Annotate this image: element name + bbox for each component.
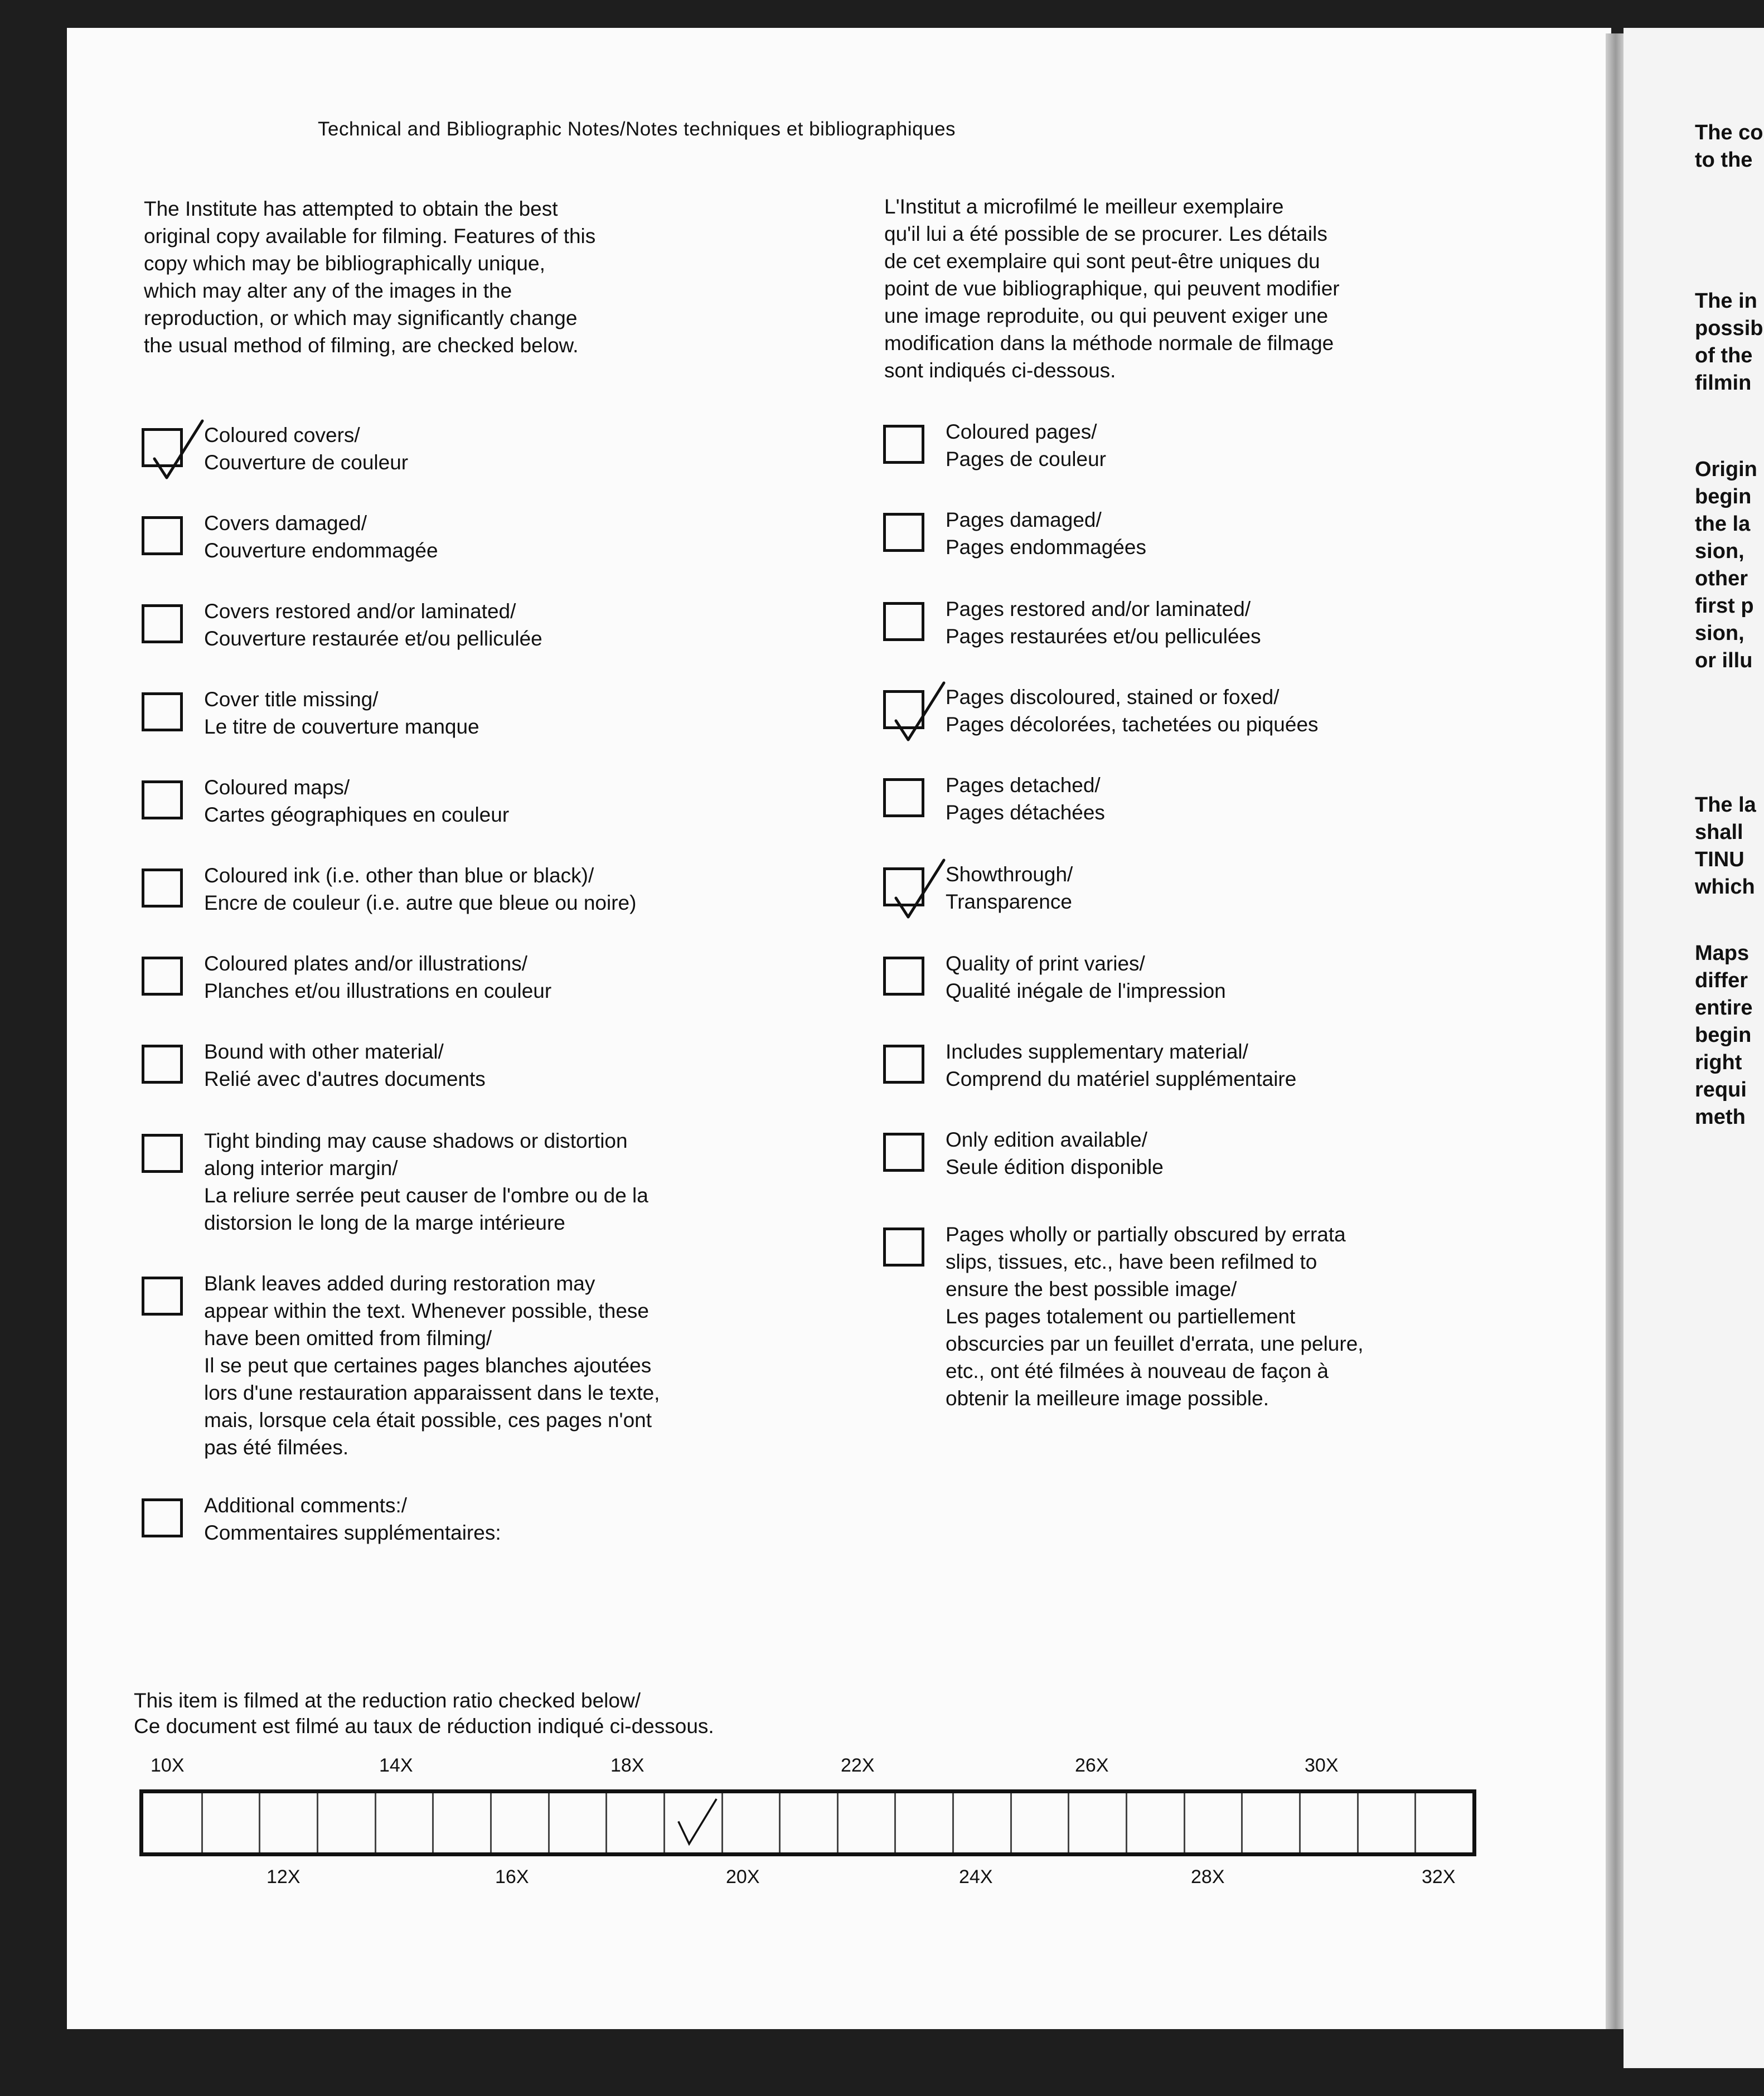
check-mark-icon — [142, 424, 203, 486]
adjacent-page-fragment: The co to the — [1695, 121, 1763, 172]
adjacent-page-fragment: Maps differ entire begin right requi meth — [1695, 942, 1753, 1129]
label-french: Cartes géographiques en couleur — [204, 803, 510, 826]
ratio-cell[interactable] — [432, 1793, 492, 1852]
label-english: Showthrough/ — [946, 863, 1073, 886]
label-french: Pages endommagées — [946, 536, 1146, 559]
checkbox[interactable] — [883, 778, 924, 817]
checkbox[interactable] — [883, 867, 924, 906]
ratio-cell[interactable] — [894, 1793, 954, 1852]
checkbox[interactable] — [883, 1227, 924, 1267]
check-mark-icon — [884, 686, 945, 748]
ratio-cell[interactable] — [837, 1793, 896, 1852]
checklist-label — [204, 862, 636, 916]
ratio-cell[interactable] — [201, 1793, 261, 1852]
label-french: Encre de couleur (i.e. autre que bleue ou noire) — [204, 891, 637, 914]
label-french: Il se peut que certaines pages blanches ajoutées lors d'une restauration apparaissent dans le texte, mais, lorsque cela était possible, ces pages n'ont pas été filmées. — [204, 1354, 660, 1459]
label-english: Cover title missing/ — [204, 688, 379, 711]
scale-label-top: 10X — [151, 1755, 185, 1776]
label-english: Tight binding may cause shadows or distortion along interior margin/ — [204, 1129, 628, 1180]
reduction-note — [134, 1688, 714, 1739]
label-french: La reliure serrée peut causer de l'ombre ou de la distorsion le long de la marge intérieure — [204, 1184, 648, 1234]
checklist-label — [946, 506, 1146, 561]
checkbox[interactable] — [883, 957, 924, 996]
label-french: Pages détachées — [946, 801, 1105, 824]
ratio-cell[interactable] — [663, 1793, 723, 1852]
ratio-cell[interactable] — [375, 1793, 434, 1852]
label-english: Pages damaged/ — [946, 508, 1102, 531]
page-spine — [1606, 33, 1626, 2029]
checklist-label — [204, 686, 479, 740]
ratio-cell[interactable] — [779, 1793, 839, 1852]
checkbox[interactable] — [883, 1045, 924, 1084]
label-english: Coloured ink (i.e. other than blue or black)/ — [204, 864, 594, 887]
label-english: Pages detached/ — [946, 774, 1101, 797]
ratio-cell[interactable] — [1184, 1793, 1243, 1852]
ratio-cell[interactable] — [259, 1793, 318, 1852]
label-english: Coloured plates and/or illustrations/ — [204, 952, 527, 975]
label-english: Quality of print varies/ — [946, 952, 1145, 975]
ratio-cell[interactable] — [143, 1793, 201, 1852]
scale-label-bottom: 28X — [1191, 1866, 1225, 1888]
label-english: Pages wholly or partially obscured by errata slips, tissues, etc., have been refilmed to ensure the best possible image/ — [946, 1223, 1346, 1301]
intro-english: The Institute has attempted to obtain the best original copy available for filming. Features of this copy which may be bibliographically unique, which may alter any of the images in the reproduction, or which may significantly change the usual method of filming, are checked below. — [144, 197, 596, 357]
checklist-label — [204, 1127, 648, 1236]
checkbox[interactable] — [142, 1134, 183, 1173]
label-english: Coloured pages/ — [946, 420, 1097, 443]
ratio-cell[interactable] — [952, 1793, 1012, 1852]
label-english: Coloured covers/ — [204, 424, 360, 447]
checkbox[interactable] — [142, 957, 183, 996]
scale-label-top: 26X — [1075, 1755, 1109, 1776]
adjacent-page-fragment: The la shall TINU which — [1695, 793, 1756, 899]
label-french: Relié avec d'autres documents — [204, 1068, 486, 1090]
checkbox[interactable] — [142, 1045, 183, 1084]
checkbox[interactable] — [142, 780, 183, 819]
scale-label-bottom: 24X — [959, 1866, 993, 1888]
label-english: Pages discoloured, stained or foxed/ — [946, 686, 1280, 709]
ratio-cell[interactable] — [1010, 1793, 1070, 1852]
scale-label-top: 18X — [610, 1755, 644, 1776]
label-french: Les pages totalement ou partiellement obscurcies par un feuillet d'errata, une pelure, etc., ont été filmées à nouveau de façon à obtenir la meilleure image possible. — [946, 1305, 1364, 1410]
checkbox[interactable] — [142, 516, 183, 555]
label-french: Transparence — [946, 890, 1072, 913]
label-french: Pages restaurées et/ou pelliculées — [946, 625, 1261, 648]
label-french: Couverture endommagée — [204, 539, 438, 562]
checklist-label — [946, 1126, 1164, 1181]
scale-label-bottom: 16X — [495, 1866, 529, 1888]
checklist-label — [204, 510, 438, 564]
checkbox[interactable] — [142, 869, 183, 908]
scale-label-top: 14X — [379, 1755, 413, 1776]
scale-label-bottom: 20X — [726, 1866, 760, 1888]
label-english: Only edition available/ — [946, 1128, 1147, 1151]
checkbox[interactable] — [142, 604, 183, 643]
checklist-label — [204, 1270, 660, 1461]
checklist-label — [946, 1221, 1364, 1412]
label-french: Commentaires supplémentaires: — [204, 1521, 501, 1544]
label-english: Additional comments:/ — [204, 1494, 408, 1517]
checklist-label — [204, 598, 542, 652]
checklist-label — [204, 1038, 486, 1093]
ratio-cell[interactable] — [1357, 1793, 1417, 1852]
check-mark-icon — [884, 863, 945, 925]
ratio-cell[interactable] — [605, 1793, 665, 1852]
checklist-label — [204, 421, 408, 476]
label-english: Includes supplementary material/ — [946, 1040, 1248, 1063]
checklist-label — [204, 774, 509, 828]
label-french: Comprend du matériel supplémentaire — [946, 1068, 1297, 1090]
ratio-cell[interactable] — [490, 1793, 550, 1852]
checkbox[interactable] — [883, 425, 924, 464]
scale-label-top: 22X — [841, 1755, 875, 1776]
check-mark-icon — [670, 1793, 719, 1852]
checklist-label — [204, 1492, 501, 1546]
ratio-cell[interactable] — [1068, 1793, 1127, 1852]
intro-french: L'Institut a microfilmé le meilleur exemplaire qu'il lui a été possible de se procurer. Les détails de cet exemplaire qui sont peut-être uniques du point de vue bibliographique, qui peuvent modifier une image reproduite, ou qui peuvent exiger une modification dans la méthode normale de filmage sont indiqués ci-dessous. — [884, 195, 1340, 382]
label-french: Planches et/ou illustrations en couleur — [204, 979, 552, 1002]
ratio-cell[interactable] — [1241, 1793, 1301, 1852]
label-english: Covers restored and/or laminated/ — [204, 600, 516, 623]
label-french: Le titre de couverture manque — [204, 715, 479, 738]
checklist-label — [946, 861, 1073, 915]
checklist-label — [204, 950, 551, 1005]
scale-label-top: 30X — [1305, 1755, 1339, 1776]
label-english: Covers damaged/ — [204, 512, 367, 535]
ratio-cell[interactable] — [1414, 1793, 1474, 1852]
ratio-cell[interactable] — [1126, 1793, 1185, 1852]
adjacent-page-fragment: The in possib of the filmin — [1695, 289, 1763, 395]
label-english: Pages restored and/or laminated/ — [946, 598, 1251, 620]
label-english: Blank leaves added during restoration may appear within the text. Whenever possible, these have been omitted from filming/ — [204, 1272, 650, 1350]
label-english: Bound with other material/ — [204, 1040, 444, 1063]
ratio-cell[interactable] — [548, 1793, 608, 1852]
checkbox[interactable] — [883, 513, 924, 552]
label-english: Coloured maps/ — [204, 776, 350, 799]
adjacent-page-fragment: Origin begin the la sion, other first p sion, or illu — [1695, 458, 1757, 672]
checklist-label — [946, 595, 1261, 650]
checklist-label — [946, 418, 1106, 473]
checkbox[interactable] — [142, 692, 183, 731]
label-french: Couverture restaurée et/ou pelliculée — [204, 627, 542, 650]
checklist-label — [946, 683, 1319, 738]
scale-label-bottom: 12X — [266, 1866, 301, 1888]
checkbox[interactable] — [883, 602, 924, 641]
label-french: Couverture de couleur — [204, 451, 409, 474]
ratio-cell[interactable] — [317, 1793, 376, 1852]
label-french: Seule édition disponible — [946, 1156, 1164, 1178]
checklist-label — [946, 772, 1105, 826]
ratio-cell[interactable] — [721, 1793, 781, 1852]
checkbox[interactable] — [142, 428, 183, 467]
reduction-ratio-scale — [139, 1789, 1476, 1856]
ratio-cell[interactable] — [1299, 1793, 1359, 1852]
checkbox[interactable] — [142, 1498, 183, 1537]
checkbox[interactable] — [883, 690, 924, 729]
page-title: Technical and Bibliographic Notes/Notes techniques et bibliographiques — [318, 118, 956, 140]
label-french: Pages décolorées, tachetées ou piquées — [946, 713, 1319, 736]
checklist-label — [946, 1038, 1296, 1093]
scale-label-bottom: 32X — [1422, 1866, 1456, 1888]
reduction-note-french: Ce document est filmé au taux de réduction indiqué ci-dessous. — [134, 1715, 714, 1738]
checkbox[interactable] — [142, 1277, 183, 1316]
reduction-note-english: This item is filmed at the reduction ratio checked below/ — [134, 1689, 641, 1712]
label-french: Qualité inégale de l'impression — [946, 979, 1226, 1002]
checklist-label — [946, 950, 1226, 1005]
checkbox[interactable] — [883, 1133, 924, 1172]
label-french: Pages de couleur — [946, 448, 1106, 470]
